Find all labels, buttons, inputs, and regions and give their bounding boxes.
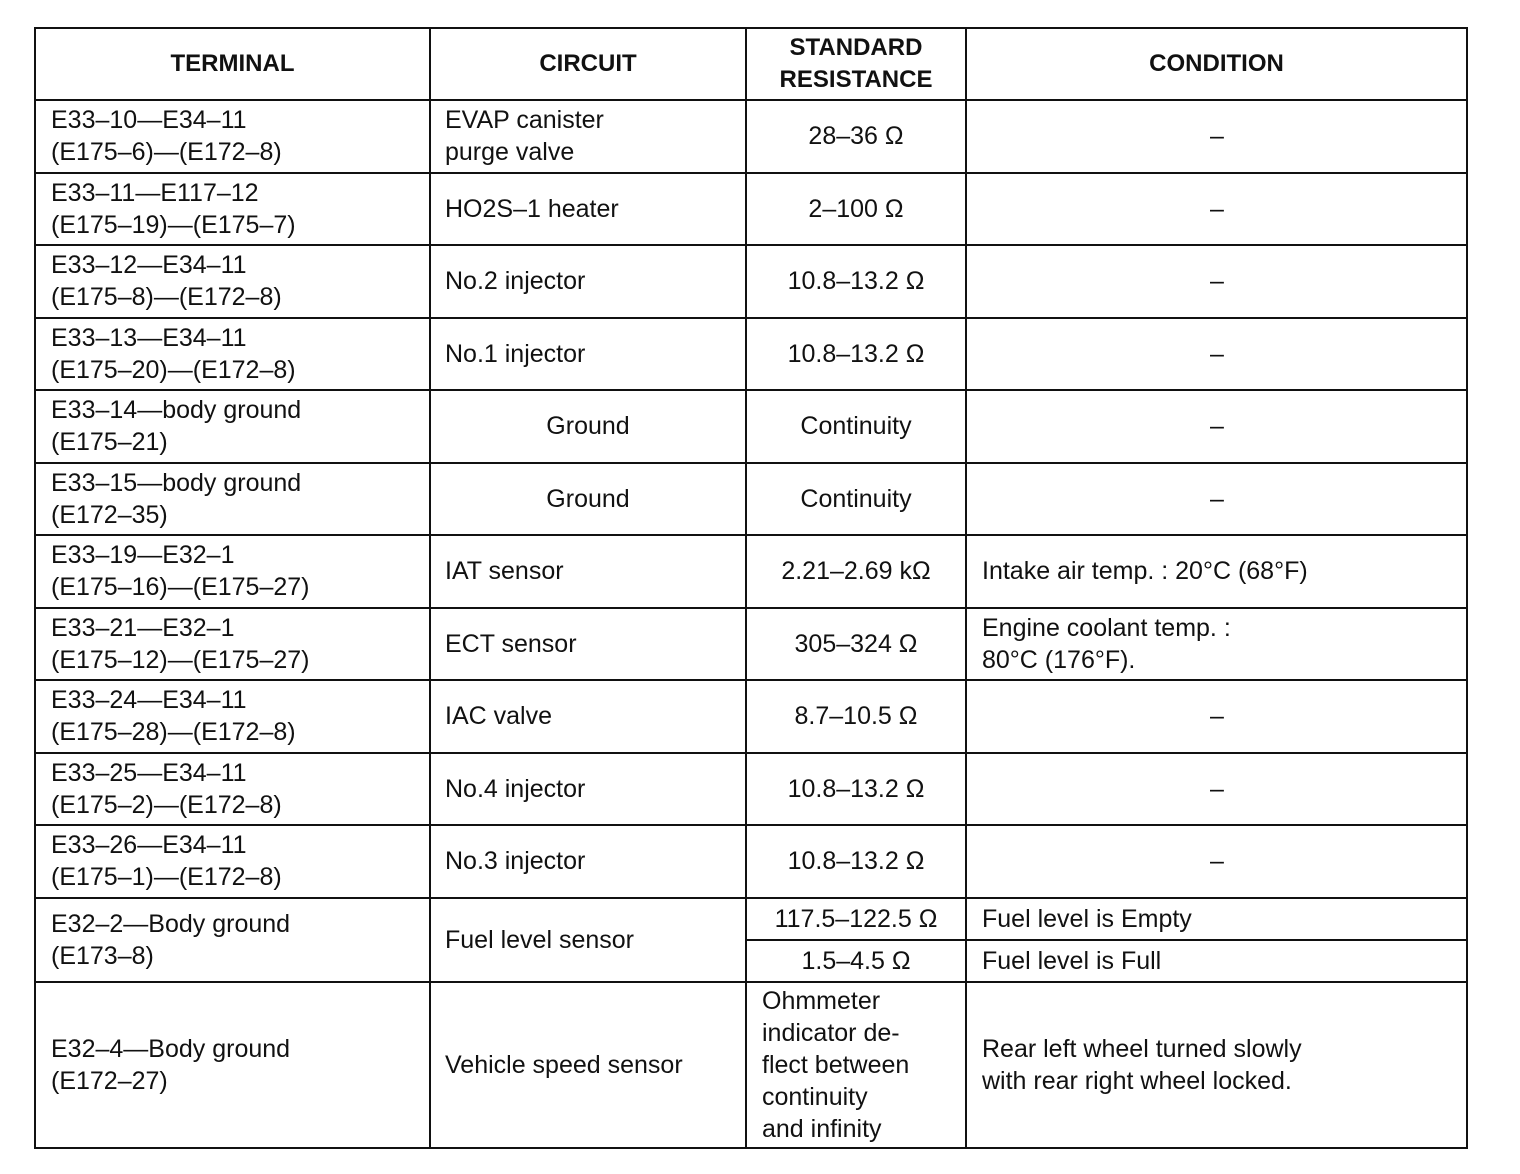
terminal-line: E33–11—E117–12: [51, 178, 259, 207]
condition-cell: –: [966, 680, 1467, 753]
circuit-cell: IAT sensor: [430, 535, 746, 608]
resistance-cell: 2.21–2.69 kΩ: [746, 535, 966, 608]
circuit-line: purge valve: [445, 138, 575, 167]
circuit-cell: [430, 100, 746, 173]
terminal-resistance-table: [34, 27, 1468, 1149]
table-row: [35, 753, 1467, 826]
circuit-line: EVAP canister: [445, 106, 604, 135]
terminal-line: (E175–1)—(E172–8): [51, 863, 282, 892]
terminal-cell: [35, 318, 430, 391]
resistance-cell: 10.8–13.2 Ω: [746, 825, 966, 898]
resistance-line: Ohmmeter: [762, 986, 881, 1015]
terminal-cell: [35, 535, 430, 608]
condition-cell: –: [966, 390, 1467, 463]
terminal-cell: [35, 100, 430, 173]
condition-cell: –: [966, 463, 1467, 536]
resistance-cell: 28–36 Ω: [746, 100, 966, 173]
header-resistance-line1: STANDARD: [789, 34, 923, 61]
header-circuit: CIRCUIT: [430, 28, 746, 100]
table-row: [35, 535, 1467, 608]
terminal-line: (E175–2)—(E172–8): [51, 790, 282, 819]
circuit-cell: IAC valve: [430, 680, 746, 753]
circuit-cell: ECT sensor: [430, 608, 746, 681]
terminal-line: (E175–8)—(E172–8): [51, 283, 282, 312]
circuit-cell: Ground: [430, 463, 746, 536]
condition-cell: [966, 608, 1467, 681]
header-condition: CONDITION: [966, 28, 1467, 100]
resistance-line: indicator de-: [762, 1018, 900, 1047]
terminal-cell: [35, 390, 430, 463]
condition-cell: –: [966, 318, 1467, 391]
table-row: [35, 100, 1467, 173]
condition-line: 80°C (176°F).: [982, 645, 1136, 674]
circuit-cell: Ground: [430, 390, 746, 463]
condition-cell: –: [966, 245, 1467, 318]
header-standard-resistance: [746, 28, 966, 100]
condition-line: with rear right wheel locked.: [982, 1066, 1292, 1095]
resistance-cell: 117.5–122.5 Ω: [746, 898, 966, 940]
circuit-cell: No.3 injector: [430, 825, 746, 898]
terminal-line: E33–14—body ground: [51, 396, 302, 425]
terminal-line: E33–10—E34–11: [51, 106, 247, 135]
condition-cell: –: [966, 825, 1467, 898]
condition-line: Rear left wheel turned slowly: [982, 1034, 1302, 1063]
condition-cell: –: [966, 173, 1467, 246]
terminal-line: (E175–20)—(E172–8): [51, 355, 296, 384]
circuit-cell: HO2S–1 heater: [430, 173, 746, 246]
header-terminal: TERMINAL: [35, 28, 430, 100]
terminal-cell: [35, 825, 430, 898]
terminal-line: E33–25—E34–11: [51, 758, 247, 787]
resistance-line: flect between: [762, 1050, 910, 1079]
terminal-line: E33–19—E32–1: [51, 541, 235, 570]
table-row: [35, 318, 1467, 391]
terminal-line: (E175–12)—(E175–27): [51, 645, 310, 674]
terminal-line: (E172–35): [51, 500, 168, 529]
resistance-cell: 2–100 Ω: [746, 173, 966, 246]
terminal-cell: [35, 680, 430, 753]
resistance-cell: 10.8–13.2 Ω: [746, 753, 966, 826]
table-row: [35, 463, 1467, 536]
resistance-cell: 10.8–13.2 Ω: [746, 318, 966, 391]
circuit-cell: No.2 injector: [430, 245, 746, 318]
circuit-cell: No.1 injector: [430, 318, 746, 391]
resistance-line: and infinity: [762, 1114, 882, 1143]
terminal-line: (E175–21): [51, 428, 168, 457]
table-row: [35, 245, 1467, 318]
terminal-line: (E175–16)—(E175–27): [51, 573, 310, 602]
resistance-line: continuity: [762, 1082, 868, 1111]
table-row-speed-sensor: [35, 982, 1467, 1148]
table-row: [35, 390, 1467, 463]
table-row: [35, 173, 1467, 246]
resistance-cell: 8.7–10.5 Ω: [746, 680, 966, 753]
terminal-line: E33–26—E34–11: [51, 831, 247, 860]
terminal-line: (E173–8): [51, 941, 154, 970]
terminal-line: (E175–6)—(E172–8): [51, 138, 282, 167]
table-row: [35, 825, 1467, 898]
terminal-cell: [35, 898, 430, 982]
terminal-cell: [35, 753, 430, 826]
terminal-line: E33–21—E32–1: [51, 613, 235, 642]
terminal-line: E32–4—Body ground: [51, 1034, 291, 1063]
terminal-line: (E175–28)—(E172–8): [51, 718, 296, 747]
terminal-line: (E175–19)—(E175–7): [51, 210, 296, 239]
resistance-cell: 305–324 Ω: [746, 608, 966, 681]
condition-line: Engine coolant temp. :: [982, 613, 1231, 642]
circuit-cell: Vehicle speed sensor: [430, 982, 746, 1148]
condition-cell: Intake air temp. : 20°C (68°F): [966, 535, 1467, 608]
terminal-cell: [35, 173, 430, 246]
header-row: [35, 28, 1467, 100]
table-row: [35, 680, 1467, 753]
terminal-line: E33–13—E34–11: [51, 323, 247, 352]
header-resistance-line2: RESISTANCE: [779, 66, 933, 93]
terminal-line: (E172–27): [51, 1066, 168, 1095]
circuit-cell: No.4 injector: [430, 753, 746, 826]
condition-cell: [966, 982, 1467, 1148]
resistance-cell: Continuity: [746, 390, 966, 463]
condition-cell: –: [966, 753, 1467, 826]
terminal-line: E33–24—E34–11: [51, 686, 247, 715]
terminal-cell: [35, 982, 430, 1148]
terminal-cell: [35, 608, 430, 681]
table-row-fuel-empty: [35, 898, 1467, 940]
terminal-line: E32–2—Body ground: [51, 909, 291, 938]
terminal-line: E33–12—E34–11: [51, 251, 247, 280]
terminal-cell: [35, 463, 430, 536]
resistance-cell: 1.5–4.5 Ω: [746, 940, 966, 982]
resistance-cell: Continuity: [746, 463, 966, 536]
resistance-cell: [746, 982, 966, 1148]
resistance-cell: 10.8–13.2 Ω: [746, 245, 966, 318]
condition-cell: Fuel level is Empty: [966, 898, 1467, 940]
condition-cell: –: [966, 100, 1467, 173]
table-row: [35, 608, 1467, 681]
circuit-cell: Fuel level sensor: [430, 898, 746, 982]
condition-cell: Fuel level is Full: [966, 940, 1467, 982]
terminal-cell: [35, 245, 430, 318]
terminal-line: E33–15—body ground: [51, 468, 302, 497]
